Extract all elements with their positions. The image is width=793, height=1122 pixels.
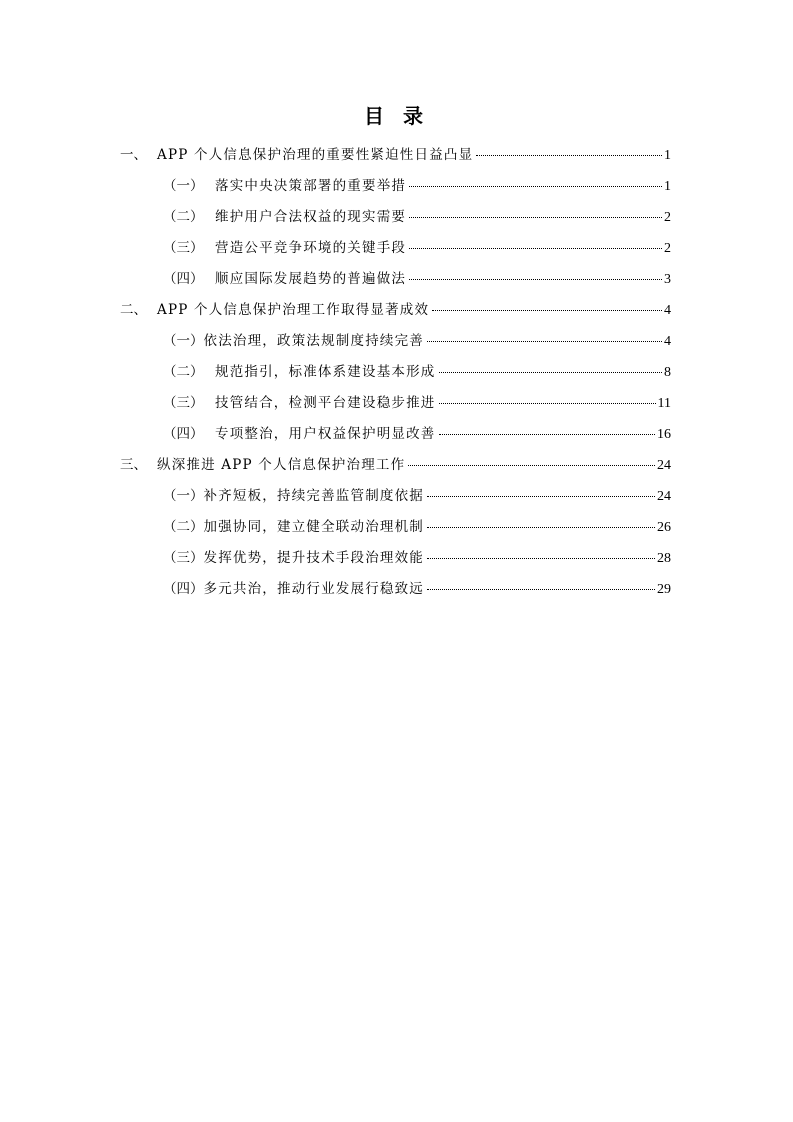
dot-leader — [432, 310, 662, 311]
dot-leader — [409, 186, 662, 187]
dot-leader — [427, 558, 655, 559]
entry-number: （二） — [163, 364, 204, 380]
entry-number: （一） — [163, 333, 204, 349]
entry-title: 维护用户合法权益的现实需要 — [215, 209, 407, 225]
entry-page-number: 29 — [657, 582, 671, 597]
toc-entry-section-3-4[interactable] — [163, 579, 671, 599]
toc-entry-section-3-2[interactable] — [163, 517, 671, 537]
entry-number: （四） — [163, 426, 204, 442]
entry-page-number: 3 — [664, 272, 671, 287]
entry-number: （一） — [163, 488, 204, 504]
dot-leader — [439, 434, 656, 435]
toc-entry-section-3-1[interactable] — [163, 486, 671, 506]
entry-page-number: 24 — [657, 458, 671, 473]
entry-page-number: 24 — [657, 489, 671, 504]
entry-number: （三） — [163, 240, 204, 256]
toc-entry-chapter-3[interactable] — [120, 455, 671, 475]
entry-title: 纵深推进 APP 个人信息保护治理工作 — [157, 457, 406, 473]
toc-entry-section-1-4[interactable] — [163, 269, 671, 289]
entry-number: （二） — [163, 209, 204, 225]
dot-leader — [427, 341, 662, 342]
toc-entry-chapter-1[interactable] — [120, 145, 671, 165]
entry-title: APP 个人信息保护治理的重要性紧迫性日益凸显 — [157, 147, 474, 163]
entry-number: （三） — [163, 550, 204, 566]
toc-entry-section-1-1[interactable] — [163, 176, 671, 196]
dot-leader — [409, 279, 662, 280]
entry-title: 多元共治，推动行业发展行稳致远 — [203, 581, 424, 597]
toc-entry-section-2-3[interactable] — [163, 393, 671, 413]
entry-number: （三） — [163, 395, 204, 411]
entry-title: 加强协同，建立健全联动治理机制 — [203, 519, 424, 535]
toc-entry-section-3-3[interactable] — [163, 548, 671, 568]
toc-entry-section-2-1[interactable] — [163, 331, 671, 351]
dot-leader — [409, 217, 662, 218]
toc-entry-section-2-4[interactable] — [163, 424, 671, 444]
entry-number: 三、 — [120, 457, 147, 473]
entry-page-number: 16 — [657, 427, 671, 442]
entry-number: （二） — [163, 519, 204, 535]
entry-number: （一） — [163, 178, 204, 194]
entry-title: 落实中央决策部署的重要举措 — [215, 178, 407, 194]
entry-page-number: 11 — [657, 396, 671, 411]
entry-title: 技管结合，检测平台建设稳步推进 — [215, 395, 436, 411]
toc-entry-section-1-2[interactable] — [163, 207, 671, 227]
entry-title: 补齐短板，持续完善监管制度依据 — [203, 488, 424, 504]
entry-page-number: 8 — [664, 365, 671, 380]
toc-entry-section-1-3[interactable] — [163, 238, 671, 258]
dot-leader — [476, 155, 662, 156]
entry-title: 营造公平竞争环境的关键手段 — [215, 240, 407, 256]
dot-leader — [409, 248, 662, 249]
toc-entry-chapter-2[interactable] — [120, 300, 671, 320]
entry-title: 发挥优势，提升技术手段治理效能 — [203, 550, 424, 566]
entry-number: 二、 — [120, 302, 147, 318]
entry-number: 一、 — [120, 147, 147, 163]
entry-page-number: 1 — [664, 179, 671, 194]
toc-entry-section-2-2[interactable] — [163, 362, 671, 382]
entry-title: 专项整治，用户权益保护明显改善 — [215, 426, 436, 442]
entry-title: APP 个人信息保护治理工作取得显著成效 — [157, 302, 430, 318]
dot-leader — [427, 527, 655, 528]
toc-title: 目 录 — [364, 104, 429, 128]
entry-page-number: 4 — [664, 334, 671, 349]
entry-page-number: 2 — [664, 210, 671, 225]
dot-leader — [427, 589, 655, 590]
entry-page-number: 26 — [657, 520, 671, 535]
entry-number: （四） — [163, 271, 204, 287]
entry-title: 顺应国际发展趋势的普遍做法 — [215, 271, 407, 287]
entry-page-number: 2 — [664, 241, 671, 256]
entry-page-number: 1 — [664, 148, 671, 163]
entry-title: 规范指引，标准体系建设基本形成 — [215, 364, 436, 380]
dot-leader — [427, 496, 655, 497]
entry-page-number: 4 — [664, 303, 671, 318]
dot-leader — [439, 403, 656, 404]
entry-title: 依法治理，政策法规制度持续完善 — [203, 333, 424, 349]
dot-leader — [439, 372, 663, 373]
dot-leader — [408, 465, 655, 466]
entry-number: （四） — [163, 581, 204, 597]
entry-page-number: 28 — [657, 551, 671, 566]
